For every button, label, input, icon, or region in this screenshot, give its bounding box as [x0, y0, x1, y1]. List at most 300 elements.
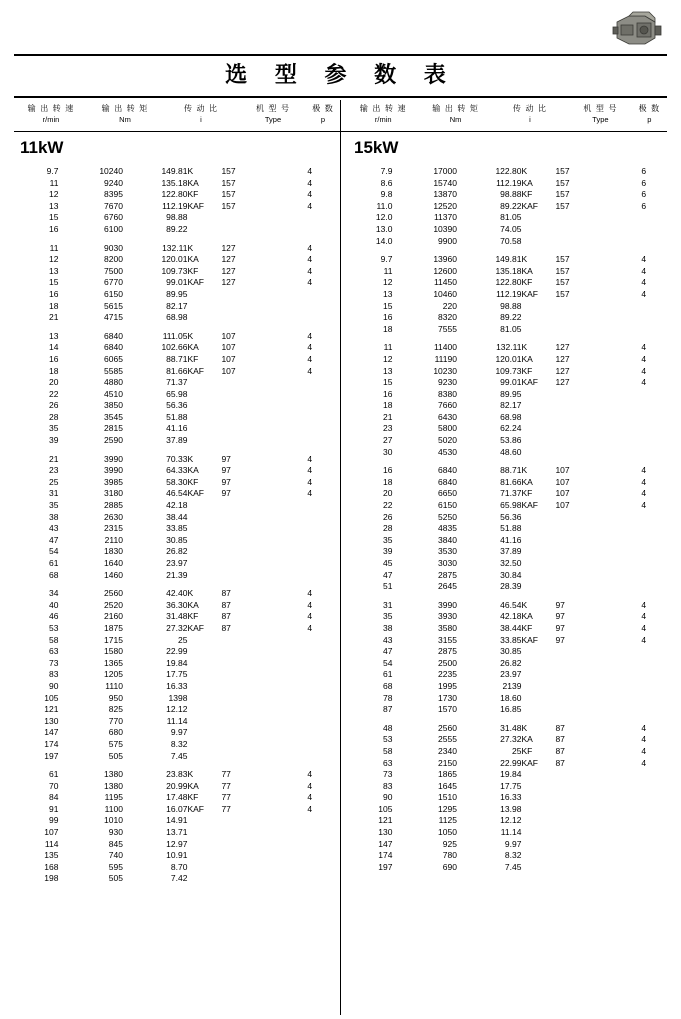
cell-speed: 47	[49, 534, 59, 545]
table-row	[348, 324, 666, 336]
cell-poles	[288, 412, 333, 424]
cell-poles	[288, 535, 333, 547]
cell-poles	[622, 646, 667, 658]
cell-speed: 35	[383, 611, 393, 622]
cell-type	[187, 600, 287, 612]
cell-poles: 4	[641, 377, 647, 388]
cell-poles	[288, 751, 333, 763]
table-row	[14, 354, 332, 366]
type-name: KA	[521, 353, 533, 364]
cell-type	[521, 850, 621, 862]
cell-type	[187, 839, 287, 851]
cell-speed: 13	[49, 330, 59, 341]
cell-torque: 11370	[433, 212, 457, 223]
cell-poles	[622, 681, 667, 693]
cell-poles	[288, 500, 333, 512]
cell-speed: 35	[49, 500, 59, 511]
cell-poles: 4	[307, 365, 313, 376]
cell-torque: 1570	[438, 704, 457, 715]
cell-speed: 54	[383, 657, 393, 668]
cell-poles	[622, 523, 667, 535]
type-size: 97	[555, 611, 565, 622]
cell-ratio: 8.32	[170, 738, 188, 749]
cell-poles	[622, 850, 667, 862]
cell-type	[187, 693, 287, 705]
cell-type	[521, 535, 621, 547]
type-size: 127	[221, 265, 236, 276]
cell-type	[187, 412, 287, 424]
cell-speed: 63	[49, 646, 59, 657]
cell-speed: 26	[383, 511, 393, 522]
cell-speed: 28	[383, 523, 393, 534]
table-row	[348, 827, 666, 839]
cell-poles: 4	[641, 745, 647, 756]
cell-torque: 1510	[438, 792, 457, 803]
type-size: 127	[221, 277, 236, 288]
cell-speed: 20	[383, 488, 393, 499]
cell-torque: 1050	[438, 827, 457, 838]
type-name: KAF	[521, 757, 538, 768]
cell-ratio: 42.40	[166, 588, 188, 599]
table-row	[14, 769, 332, 781]
cell-ratio: 53.86	[500, 435, 522, 446]
type-size: 157	[555, 277, 570, 288]
cell-poles	[288, 546, 333, 558]
cell-type	[521, 570, 621, 582]
cell-speed: 9.7	[380, 254, 393, 265]
cell-poles: 4	[307, 599, 313, 610]
cell-speed: 18	[49, 365, 59, 376]
cell-torque: 1580	[104, 646, 123, 657]
cell-torque: 845	[108, 838, 123, 849]
cell-torque: 825	[108, 704, 123, 715]
cell-torque: 3930	[438, 611, 457, 622]
cell-type	[187, 751, 287, 763]
table-row	[348, 635, 666, 647]
cell-type	[187, 716, 287, 728]
cell-torque: 770	[108, 715, 123, 726]
cell-torque: 4715	[104, 312, 123, 323]
type-size: 157	[555, 254, 570, 265]
cell-torque: 7500	[104, 265, 123, 276]
cell-torque: 12520	[433, 200, 457, 211]
cell-speed: 53	[49, 622, 59, 633]
cell-speed: 12.0	[375, 212, 393, 223]
cell-type	[187, 769, 287, 781]
table-row	[348, 693, 666, 705]
cell-type	[521, 423, 621, 435]
table-row	[14, 570, 332, 582]
cell-poles	[622, 400, 667, 412]
cell-speed: 12	[383, 353, 393, 364]
cell-type	[187, 342, 287, 354]
cell-torque: 2150	[438, 757, 457, 768]
cell-type	[521, 523, 621, 535]
cell-ratio: 71.37	[166, 377, 188, 388]
cell-torque: 680	[108, 727, 123, 738]
cell-poles: 4	[307, 476, 313, 487]
cell-ratio: 33.85	[500, 634, 522, 645]
type-name: KF	[187, 353, 199, 364]
table-row	[348, 212, 666, 224]
cell-ratio: 7.42	[170, 873, 188, 884]
table-row	[348, 804, 666, 816]
type-size: 107	[221, 365, 236, 376]
table-row	[348, 815, 666, 827]
table-row	[348, 623, 666, 635]
cell-torque: 2560	[104, 588, 123, 599]
cell-speed: 16	[383, 465, 393, 476]
cell-speed: 61	[49, 769, 59, 780]
cell-ratio: 16.07	[166, 803, 188, 814]
cell-type	[187, 827, 287, 839]
cell-poles: 4	[641, 757, 647, 768]
cell-ratio: 89.22	[500, 200, 522, 211]
type-name: KF	[187, 476, 199, 487]
cell-torque: 12600	[433, 265, 457, 276]
cell-speed: 168	[44, 861, 59, 872]
type-size: 97	[221, 488, 231, 499]
cell-poles: 6	[641, 200, 647, 211]
cell-torque: 2885	[104, 500, 123, 511]
type-size: 127	[555, 342, 570, 353]
cell-torque: 740	[108, 850, 123, 861]
type-size: 87	[221, 599, 231, 610]
cell-speed: 63	[383, 757, 393, 768]
header-ratio: 传 动 比 i	[183, 104, 219, 124]
cell-type	[187, 301, 287, 313]
cell-speed: 45	[383, 558, 393, 568]
cell-poles	[288, 839, 333, 851]
cell-poles: 4	[307, 453, 313, 464]
cell-torque: 10390	[433, 223, 457, 234]
cell-type	[187, 366, 287, 378]
cell-poles	[288, 389, 333, 401]
cell-ratio: 25	[511, 745, 522, 756]
cell-ratio: 120.01	[495, 353, 522, 364]
cell-poles	[288, 423, 333, 435]
cell-torque: 2110	[104, 534, 123, 545]
cell-ratio: 98.88	[166, 212, 188, 223]
cell-torque: 2160	[104, 611, 123, 622]
cell-speed: 121	[378, 815, 393, 826]
cell-type	[187, 477, 287, 489]
cell-speed: 54	[49, 546, 59, 557]
title-rule-top	[14, 54, 667, 56]
table-row	[14, 646, 332, 658]
cell-poles: 4	[307, 769, 313, 780]
type-name: K	[521, 166, 528, 176]
cell-speed: 11	[383, 265, 393, 276]
header-torque: 输 出 转 矩 Nm	[101, 104, 149, 124]
type-size: 157	[555, 166, 570, 176]
cell-poles: 4	[307, 330, 313, 341]
cell-type	[521, 658, 621, 670]
type-name: KA	[521, 265, 533, 276]
type-name: K	[521, 465, 528, 476]
cell-torque: 4530	[438, 446, 457, 457]
cell-type	[187, 454, 287, 466]
cell-type	[521, 312, 621, 324]
cell-poles	[288, 435, 333, 447]
cell-ratio: 51.88	[500, 523, 522, 534]
cell-ratio: 1398	[168, 692, 188, 703]
cell-speed: 121	[44, 704, 59, 715]
cell-poles	[622, 804, 667, 816]
cell-type	[521, 224, 621, 236]
cell-speed: 40	[49, 599, 59, 610]
cell-ratio: 2139	[502, 680, 522, 691]
cell-torque: 4880	[104, 377, 123, 388]
cell-poles	[622, 512, 667, 524]
cell-ratio: 28.39	[500, 581, 522, 592]
table-row	[14, 331, 332, 343]
cell-type	[187, 646, 287, 658]
type-size: 107	[555, 500, 570, 511]
cell-torque: 6150	[438, 500, 457, 511]
table-row	[348, 366, 666, 378]
cell-ratio: 9.97	[170, 727, 188, 738]
cell-speed: 58	[49, 634, 59, 645]
cell-poles: 4	[641, 634, 647, 645]
cell-ratio: 17.75	[500, 780, 522, 791]
type-name: KF	[521, 189, 533, 200]
cell-speed: 35	[49, 423, 59, 434]
cell-poles: 4	[641, 365, 647, 376]
cell-ratio: 26.82	[500, 657, 522, 668]
cell-poles	[622, 535, 667, 547]
cell-ratio: 81.05	[500, 323, 522, 334]
table-row	[14, 600, 332, 612]
cell-torque: 3990	[104, 453, 123, 464]
table-row	[348, 354, 666, 366]
cell-type	[521, 400, 621, 412]
type-name: KF	[187, 611, 199, 622]
cell-speed: 39	[49, 435, 59, 446]
type-name: KA	[521, 476, 533, 487]
cell-type	[187, 423, 287, 435]
cell-poles: 4	[641, 500, 647, 511]
cell-ratio: 32.50	[500, 558, 522, 568]
table-row	[348, 477, 666, 489]
cell-type	[187, 189, 287, 201]
table-row	[14, 254, 332, 266]
cell-speed: 46	[49, 611, 59, 622]
cell-poles	[622, 658, 667, 670]
table-row	[14, 477, 332, 489]
type-size: 97	[555, 622, 565, 633]
cell-torque: 1380	[104, 780, 123, 791]
cell-poles	[288, 850, 333, 862]
cell-torque: 7670	[104, 200, 123, 211]
cell-type	[521, 266, 621, 278]
cell-speed: 9.7	[46, 166, 59, 176]
cell-ratio: 65.98	[500, 500, 522, 511]
cell-ratio: 30.84	[500, 569, 522, 580]
cell-type	[187, 331, 287, 343]
type-name: KA	[187, 177, 199, 188]
cell-torque: 5585	[104, 365, 123, 376]
cell-poles: 4	[307, 177, 313, 188]
cell-type	[521, 488, 621, 500]
cell-type	[187, 850, 287, 862]
cell-poles	[622, 546, 667, 558]
cell-torque: 505	[108, 873, 123, 884]
table-row	[348, 201, 666, 213]
type-name: K	[187, 330, 194, 341]
cell-poles: 4	[641, 734, 647, 745]
table-row	[14, 727, 332, 739]
cell-type	[187, 727, 287, 739]
cell-speed: 12	[49, 189, 59, 200]
cell-type	[187, 804, 287, 816]
cell-torque: 1205	[104, 669, 123, 680]
cell-speed: 147	[378, 838, 393, 849]
table-row	[348, 412, 666, 424]
cell-torque: 11450	[433, 277, 457, 288]
cell-poles: 4	[641, 622, 647, 633]
cell-speed: 51	[383, 581, 393, 592]
cell-type	[187, 704, 287, 716]
group-separator	[14, 762, 332, 769]
type-name: KAF	[521, 288, 538, 299]
cell-poles	[622, 389, 667, 401]
cell-ratio: 132.11	[162, 242, 188, 253]
cell-speed: 130	[44, 715, 59, 726]
cell-ratio: 81.66	[500, 476, 522, 487]
cell-torque: 10240	[99, 166, 123, 176]
cell-type	[521, 289, 621, 301]
cell-poles: 4	[641, 288, 647, 299]
header-ratio: 传 动 比 i	[512, 104, 548, 124]
cell-speed: 13	[49, 265, 59, 276]
type-name: KA	[187, 254, 199, 265]
cell-poles	[288, 212, 333, 224]
cell-torque: 505	[108, 750, 123, 761]
table-row	[14, 400, 332, 412]
cell-type	[521, 342, 621, 354]
cell-speed: 18	[49, 300, 59, 311]
type-name: KF	[521, 745, 533, 756]
cell-speed: 25	[49, 476, 59, 487]
cell-speed: 174	[378, 850, 393, 861]
cell-torque: 3580	[438, 622, 457, 633]
table-row	[348, 746, 666, 758]
cell-speed: 174	[44, 738, 59, 749]
cell-ratio: 8.70	[170, 861, 188, 872]
cell-speed: 83	[49, 669, 59, 680]
cell-ratio: 112.19	[162, 200, 188, 211]
cell-ratio: 81.66	[166, 365, 188, 376]
group-separator	[348, 458, 666, 465]
cell-poles	[288, 873, 333, 885]
table-row	[14, 862, 332, 874]
table-row	[14, 224, 332, 236]
cell-speed: 35	[383, 534, 393, 545]
table-row	[14, 693, 332, 705]
cell-speed: 58	[383, 745, 393, 756]
type-size: 157	[555, 189, 570, 200]
cell-poles	[288, 312, 333, 324]
table-row	[14, 546, 332, 558]
cell-torque: 220	[442, 300, 457, 311]
cell-poles	[288, 570, 333, 582]
cell-poles	[622, 769, 667, 781]
cell-torque: 3530	[438, 546, 457, 557]
table-row	[14, 412, 332, 424]
cell-type	[521, 201, 621, 213]
cell-speed: 28	[49, 411, 59, 422]
table-row	[14, 423, 332, 435]
type-name: K	[521, 722, 528, 733]
cell-poles: 4	[307, 189, 313, 200]
cell-type	[187, 588, 287, 600]
table-row	[348, 423, 666, 435]
cell-torque: 1125	[438, 815, 457, 826]
table-row	[14, 635, 332, 647]
cell-speed: 61	[383, 669, 393, 680]
cell-type	[187, 224, 287, 236]
cell-poles	[288, 681, 333, 693]
table-row	[348, 512, 666, 524]
cell-speed: 99	[49, 815, 59, 826]
cell-type	[187, 178, 287, 190]
type-size: 157	[221, 200, 236, 211]
cell-speed: 14	[49, 342, 59, 353]
cell-type	[187, 243, 287, 255]
table-row	[348, 189, 666, 201]
spec-table-right	[348, 166, 666, 873]
cell-speed: 21	[383, 411, 393, 422]
cell-torque: 8395	[104, 189, 123, 200]
cell-torque: 2555	[438, 734, 457, 745]
cell-ratio: 7.45	[504, 861, 522, 872]
table-row	[348, 523, 666, 535]
cell-type	[187, 815, 287, 827]
group-separator	[14, 581, 332, 588]
cell-ratio: 89.22	[500, 312, 522, 323]
cell-poles	[622, 435, 667, 447]
cell-type	[521, 465, 621, 477]
table-row	[348, 535, 666, 547]
cell-type	[187, 500, 287, 512]
cell-torque: 3990	[438, 599, 457, 610]
cell-speed: 47	[383, 646, 393, 657]
cell-type	[187, 681, 287, 693]
cell-torque: 6840	[438, 465, 457, 476]
cell-speed: 61	[49, 558, 59, 568]
table-row	[14, 312, 332, 324]
table-row	[14, 611, 332, 623]
cell-ratio: 71.37	[500, 488, 522, 499]
cell-ratio: 23.97	[500, 669, 522, 680]
cell-speed: 38	[49, 511, 59, 522]
cell-speed: 13	[49, 200, 59, 211]
table-row	[14, 189, 332, 201]
cell-speed: 12	[383, 277, 393, 288]
cell-poles	[622, 827, 667, 839]
cell-poles: 4	[641, 465, 647, 476]
spec-table-left	[14, 166, 332, 885]
type-size: 127	[221, 242, 236, 253]
cell-torque: 1380	[104, 769, 123, 780]
header-type: 机 型 号 Type	[583, 104, 618, 124]
cell-torque: 1715	[104, 634, 123, 645]
cell-torque: 5615	[104, 300, 123, 311]
type-name: KF	[187, 792, 199, 803]
cell-ratio: 81.05	[500, 212, 522, 223]
cell-type	[521, 512, 621, 524]
